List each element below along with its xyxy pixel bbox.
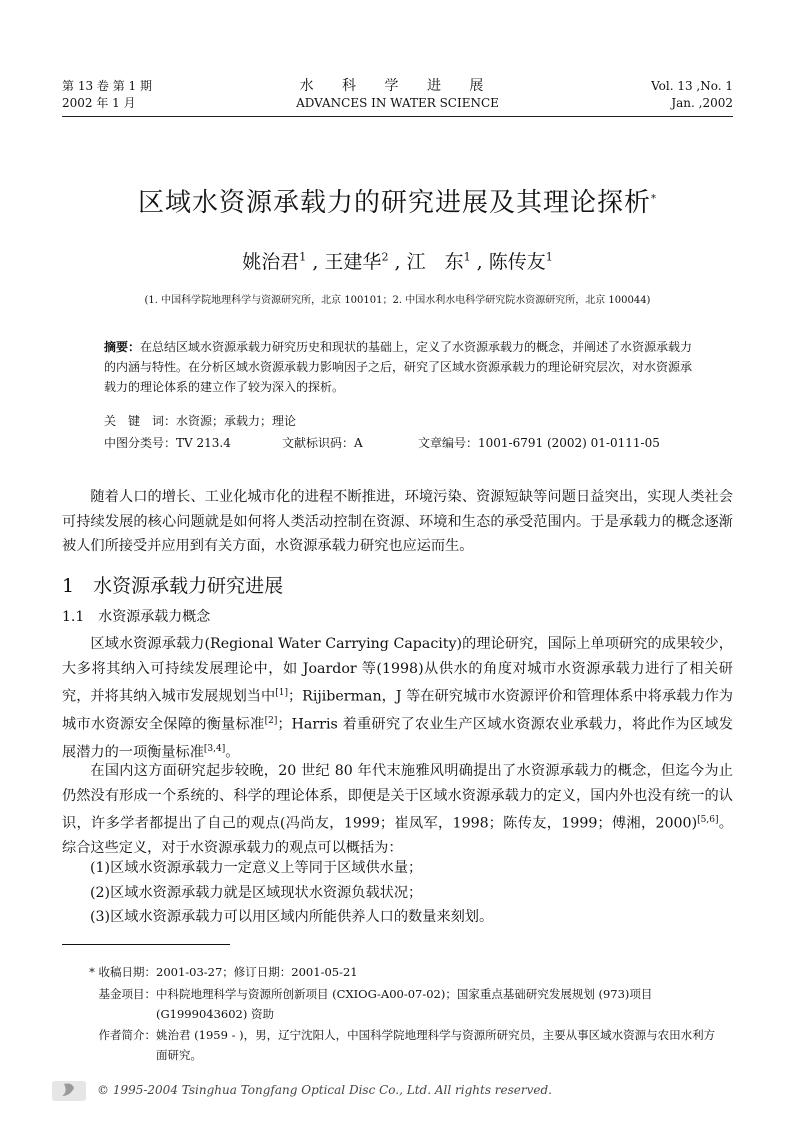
footnote-funding [82, 984, 734, 1024]
author-affil-mark: 2 [381, 250, 389, 264]
keywords-label: 关 键 词： [104, 414, 177, 428]
text-run: 在国内这方面研究起步较晚，20 世纪 80 年代末施雅风明确提出了水资源承载力的概念，但迄今为止仍然没有形成一个系统的、科学的理论体系，即便是关于区域水资源承载力的定义，国内外也没有统一的认识，许多学者都提出了自己的观点(冯尚友，1999；崔凤军，1998；陈传友，1999；傅湘，2000) [62, 763, 733, 832]
abstract-label: 摘要： [104, 340, 141, 354]
text-run: 。 [225, 745, 240, 762]
footnote-text: 姚治君 (1959 - )，男，辽宁沈阳人，中国科学院地理科学与资源所研究员，主要从事区域水资源与农田水利方面研究。 [156, 1028, 716, 1062]
paper-title [60, 182, 735, 219]
paragraph-2 [62, 759, 733, 861]
author-affil-mark: 1 [545, 250, 553, 264]
classification-line [104, 433, 704, 453]
author-name: 江 东 [406, 251, 464, 273]
definition-list [90, 856, 493, 930]
footnote-author-bio [82, 1025, 734, 1065]
date-en: Jan. ,2002 [671, 96, 733, 110]
author-name: 姚治君 [242, 251, 300, 273]
body-paragraph [62, 632, 733, 766]
author-affil-mark: 1 [299, 250, 307, 264]
article-number: 文章编号：1001-6791 (2002) 01-0111-05 [418, 436, 660, 450]
author-name: 王建华 [324, 251, 382, 273]
author-affil-mark: 1 [463, 250, 471, 264]
footnote-label: 基金项目： [98, 987, 156, 1001]
date-cn: 2002 年 1 月 [62, 96, 136, 110]
text-run: 区域水资源承载力(Regional Water Carrying Capacity)的理论研究，国际上单项研究的成果较少，大多将其纳入可持续发展理论中，如 Joardor 等(1998)从供水的角度对城市水资源承载力进行了相关研究，并将其纳入城市发展规划当中 [62, 636, 733, 705]
header-center [62, 78, 733, 112]
volume-en: Vol. 13 ,No. 1 [651, 79, 733, 93]
paragraph-1 [62, 632, 733, 766]
list-item: (2)区域水资源承载力就是区域现状水资源负载状况； [90, 884, 423, 901]
clc-number: 中图分类号：TV 213.4 [104, 436, 231, 450]
publisher-logo-icon [50, 1078, 90, 1104]
keywords [104, 411, 296, 431]
copyright-notice: © 1995-2004 Tsinghua Tongfang Optical Disc Co., Ltd. All rights reserved. [97, 1083, 552, 1097]
title-text: 区域水资源承载力的研究进展及其理论探析 [137, 188, 651, 218]
footnote-text: 中科院地理科学与资源所创新项目 (CXIOG-A00-07-02)；国家重点基础研究发展规划 (973)项目 (G1999043602) 资助 [156, 987, 653, 1021]
list-item: (3)区域水资源承载力可以用区域内所能供养人口的数量来刻划。 [90, 909, 494, 925]
journal-name-cn: 水 科 学 进 展 [299, 78, 496, 94]
footnote-label: * 收稿日期： [89, 965, 156, 979]
section-heading: 1 水资源承载力研究进展 [62, 575, 284, 597]
footnote-text: 2001-03-27；修订日期：2001-05-21 [156, 965, 358, 979]
body-paragraph [62, 759, 733, 861]
journal-name-en: ADVANCES IN WATER SCIENCE [296, 96, 499, 110]
affiliations: (1. 中国科学院地理科学与资源研究所，北京 100101；2. 中国水利水电科学研究院水资源研究所，北京 100044) [144, 295, 651, 306]
citation: [5,6] [697, 815, 719, 825]
running-header [62, 78, 733, 117]
intro-text: 随着人口的增长、工业化城市化的进程不断推进，环境污染、资源短缺等问题日益突出，实现人类社会可持续发展的核心问题就是如何将人类活动控制在资源、环境和生态的承受范围内。于是承载力的概念逐渐被人们所接受并应用到有关方面，水资源承载力研究也应运而生。 [62, 489, 733, 554]
title-footnote-mark: * [651, 193, 657, 205]
text-run: ；Rijiberman，J 等在研究城市水资源评价和管理体系中将承载力作为城市水资源安全保障的衡量标准 [62, 688, 733, 733]
intro-paragraph [62, 485, 733, 559]
abstract [104, 337, 694, 397]
citation: [1] [275, 688, 288, 698]
subsection-heading: 1.1 水资源承载力概念 [62, 609, 211, 625]
author-list: 姚治君$^1$ , 王建华$^2$ , 江 东$^1$ , 陈传友$^1$ [242, 250, 553, 273]
text-run: ；Harris 着重研究了农业生产区域水资源农业承载力，将此作为区域发展潜力的一项衡量标准 [62, 716, 733, 762]
footnote-divider [62, 944, 230, 945]
citation: [3,4] [203, 744, 226, 755]
footnote-label: 作者简介： [98, 1028, 156, 1042]
header-right [651, 78, 733, 112]
footnote-received [82, 962, 734, 982]
keywords-text: 水资源；承载力；理论 [176, 414, 297, 428]
abstract-text: 在总结区域水资源承载力研究历史和现状的基础上，定义了水资源承载力的概念，并阐述了水资源承载力的内涵与特性。在分析区域水资源承载力影响因子之后，研究了区域水资源承载力的理论研究层次，对水资源承载力的理论体系的建立作了较为深入的探析。 [104, 340, 693, 394]
text-run: 。综合这些定义，对于水资源承载力的观点可以概括为： [62, 815, 733, 857]
document-code: 文献标识码：A [282, 436, 363, 450]
volume-cn: 第 13 卷 第 1 期 [62, 79, 152, 93]
list-item: (1)区域水资源承载力一定意义上等同于区域供水量； [90, 860, 423, 876]
citation: [2] [264, 716, 278, 727]
author-name: 陈传友 [488, 251, 546, 273]
